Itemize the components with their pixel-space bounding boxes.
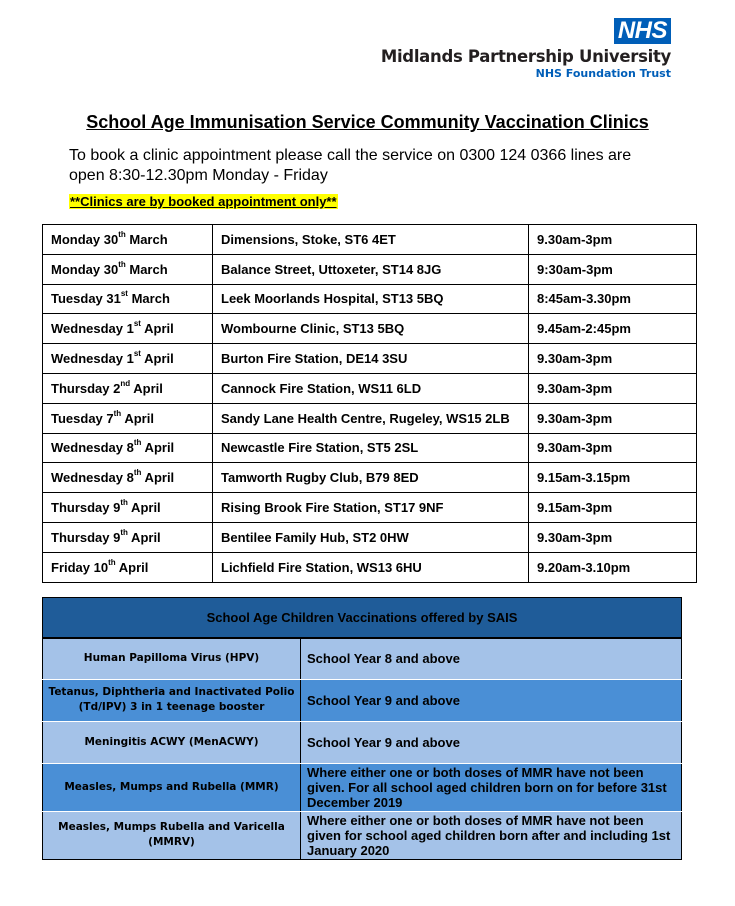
clinic-date xyxy=(43,433,213,463)
vaccine-eligibility: School Year 8 and above xyxy=(301,638,682,679)
clinic-row xyxy=(43,493,697,523)
date-month: April xyxy=(121,410,154,426)
clinic-time: 9.20am-3.10pm xyxy=(529,552,697,582)
vaccination-row xyxy=(43,811,682,859)
clinic-row xyxy=(43,433,697,463)
date-suffix: th xyxy=(118,229,126,239)
vaccine-name: Measles, Mumps and Rubella (MMR) xyxy=(43,763,301,811)
clinic-location: Sandy Lane Health Centre, Rugeley, WS15 2LB xyxy=(213,403,529,433)
clinic-time: 9.30am-3pm xyxy=(529,403,697,433)
clinic-time: 9.30am-3pm xyxy=(529,433,697,463)
clinic-location: Balance Street, Uttoxeter, ST14 8JG xyxy=(213,254,529,284)
clinic-time: 9.30am-3pm xyxy=(529,344,697,374)
vaccination-row xyxy=(43,763,682,811)
clinic-row xyxy=(43,552,697,582)
date-month: April xyxy=(141,470,175,486)
date-day: Friday 10 xyxy=(51,559,109,575)
date-month: April xyxy=(130,380,163,396)
date-suffix: th xyxy=(133,438,142,448)
clinic-date xyxy=(43,552,213,582)
page-title: School Age Immunisation Service Community Vaccination Clinics xyxy=(86,112,649,132)
date-month: March xyxy=(127,291,170,307)
date-suffix: th xyxy=(118,259,126,269)
clinic-location: Lichfield Fire Station, WS13 6HU xyxy=(213,552,529,582)
trust-name: Midlands Partnership University xyxy=(380,47,671,66)
clinic-date xyxy=(43,493,213,523)
date-month: April xyxy=(140,351,174,367)
clinics-table xyxy=(42,224,697,583)
date-month: April xyxy=(115,559,149,575)
date-month: April xyxy=(141,440,175,456)
clinic-time: 9.15am-3pm xyxy=(529,493,697,523)
date-day: Tuesday 31 xyxy=(51,291,121,307)
date-day: Thursday 2 xyxy=(51,380,121,396)
vaccinations-heading: School Age Children Vaccinations offered by SAIS xyxy=(43,598,682,639)
vaccination-row xyxy=(43,721,682,763)
vaccine-eligibility: Where either one or both doses of MMR have not been given for school aged children born after and including 1st January 2020 xyxy=(301,811,682,859)
clinic-location: Cannock Fire Station, WS11 6LD xyxy=(213,373,529,403)
clinic-time: 8:45am-3.30pm xyxy=(529,284,697,314)
clinic-time: 9.45am-2:45pm xyxy=(529,314,697,344)
trust-subtitle: NHS Foundation Trust xyxy=(535,67,671,80)
vaccine-name: Tetanus, Diphtheria and Inactivated Polio (Td/IPV) 3 in 1 teenage booster xyxy=(43,679,301,721)
date-day: Tuesday 7 xyxy=(51,410,114,426)
date-day: Monday 30 xyxy=(51,261,119,277)
clinic-time: 9.30am-3pm xyxy=(529,522,697,552)
clinic-date xyxy=(43,403,213,433)
clinic-row xyxy=(43,463,697,493)
vaccine-name: Measles, Mumps Rubella and Varicella (MMRV) xyxy=(43,811,301,859)
vaccination-row xyxy=(43,638,682,679)
date-month: April xyxy=(140,321,174,337)
clinic-location: Tamworth Rugby Club, B79 8ED xyxy=(213,463,529,493)
clinic-time: 9:30am-3pm xyxy=(529,254,697,284)
date-month: March xyxy=(125,261,168,277)
nhs-logo-badge: NHS xyxy=(614,18,671,44)
clinic-row xyxy=(43,314,697,344)
date-suffix: st xyxy=(120,289,128,299)
clinic-row xyxy=(43,522,697,552)
date-day: Wednesday 8 xyxy=(51,440,134,456)
date-suffix: nd xyxy=(120,378,131,388)
date-day: Wednesday 1 xyxy=(51,351,134,367)
clinic-row xyxy=(43,225,697,255)
vaccination-row xyxy=(43,679,682,721)
date-month: March xyxy=(125,231,168,247)
appointment-notice: **Clinics are by booked appointment only** xyxy=(70,194,337,209)
date-suffix: st xyxy=(133,319,141,329)
date-suffix: th xyxy=(120,527,128,537)
clinic-row xyxy=(43,284,697,314)
date-day: Thursday 9 xyxy=(51,529,121,545)
vaccine-eligibility: School Year 9 and above xyxy=(301,679,682,721)
clinic-location: Burton Fire Station, DE14 3SU xyxy=(213,344,529,374)
clinic-row xyxy=(43,344,697,374)
clinic-date xyxy=(43,254,213,284)
clinic-time: 9.30am-3pm xyxy=(529,373,697,403)
clinic-time: 9.15am-3.15pm xyxy=(529,463,697,493)
vaccine-name: Human Papilloma Virus (HPV) xyxy=(43,638,301,679)
clinic-date xyxy=(43,344,213,374)
vaccine-name: Meningitis ACWY (MenACWY) xyxy=(43,721,301,763)
clinic-date xyxy=(43,225,213,255)
date-day: Monday 30 xyxy=(51,231,119,247)
vaccine-eligibility: Where either one or both doses of MMR have not been given. For all school aged children born on for before 31st December 2019 xyxy=(301,763,682,811)
vaccinations-table xyxy=(42,597,682,860)
clinic-location: Wombourne Clinic, ST13 5BQ xyxy=(213,314,529,344)
trust-logo xyxy=(381,18,671,80)
clinic-location: Leek Moorlands Hospital, ST13 5BQ xyxy=(213,284,529,314)
date-suffix: th xyxy=(108,557,116,567)
date-month: April xyxy=(127,529,161,545)
clinic-location: Newcastle Fire Station, ST5 2SL xyxy=(213,433,529,463)
clinic-date xyxy=(43,284,213,314)
clinic-date xyxy=(43,522,213,552)
clinic-date xyxy=(43,373,213,403)
date-month: April xyxy=(127,500,161,516)
clinic-date xyxy=(43,463,213,493)
clinic-date xyxy=(43,314,213,344)
date-suffix: th xyxy=(120,498,128,508)
clinic-location: Bentilee Family Hub, ST2 0HW xyxy=(213,522,529,552)
date-suffix: th xyxy=(113,408,122,418)
date-day: Thursday 9 xyxy=(51,500,121,516)
clinic-location: Dimensions, Stoke, ST6 4ET xyxy=(213,225,529,255)
date-day: Wednesday 8 xyxy=(51,470,134,486)
clinic-row xyxy=(43,403,697,433)
date-day: Wednesday 1 xyxy=(51,321,134,337)
clinic-row xyxy=(43,254,697,284)
date-suffix: th xyxy=(133,468,142,478)
booking-instructions: To book a clinic appointment please call the service on 0300 124 0366 lines are open 8:30-12.30pm Monday - Friday xyxy=(69,147,632,184)
vaccine-eligibility: School Year 9 and above xyxy=(301,721,682,763)
clinic-row xyxy=(43,373,697,403)
clinic-time: 9.30am-3pm xyxy=(529,225,697,255)
clinic-location: Rising Brook Fire Station, ST17 9NF xyxy=(213,493,529,523)
date-suffix: st xyxy=(133,349,141,359)
